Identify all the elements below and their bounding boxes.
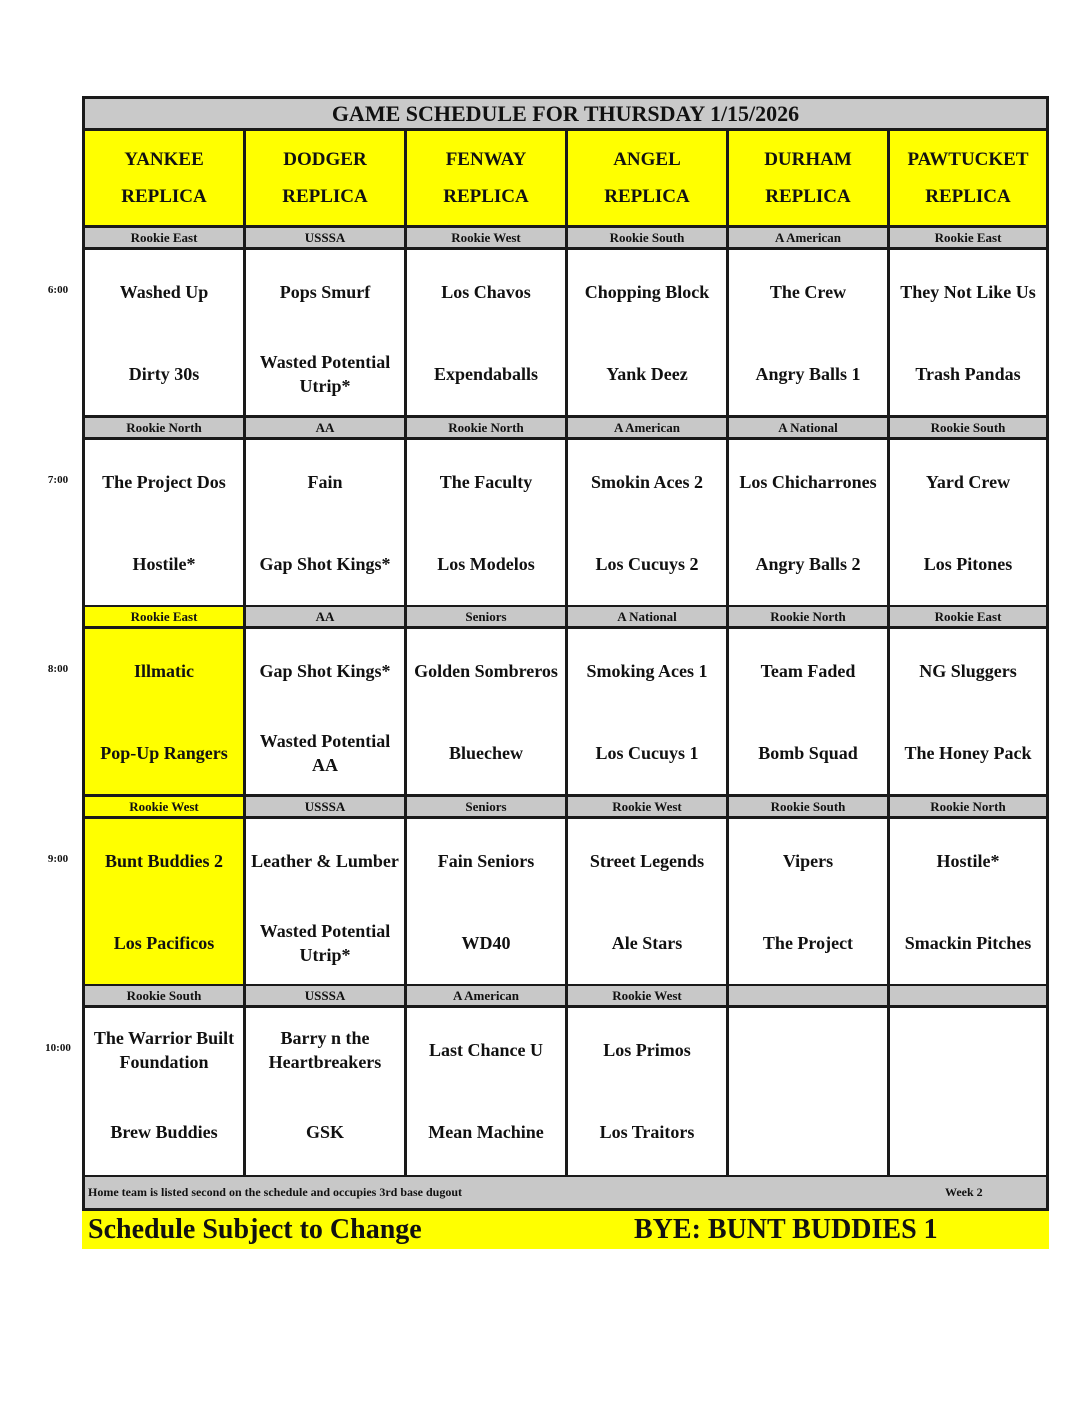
field-header-durham — [729, 131, 890, 228]
home-team: The Honey Pack — [904, 743, 1032, 763]
bye-team: BYE: BUNT BUDDIES 1 — [634, 1214, 938, 1245]
division-label: A American — [729, 228, 890, 250]
home-team: Wasted Potential Utrip* — [259, 352, 391, 396]
division-label: Rookie North — [890, 797, 1046, 819]
away-team: Washed Up — [119, 282, 209, 302]
field-name: FENWAY — [445, 149, 527, 170]
game-cell — [246, 629, 407, 797]
away-team: Vipers — [782, 851, 834, 871]
division-label: Rookie South — [729, 797, 890, 819]
footer-note-row — [85, 1177, 1046, 1208]
home-team: Smackin Pitches — [904, 933, 1032, 953]
game-cell — [85, 250, 246, 418]
game-cell — [729, 819, 890, 987]
field-name: ANGEL — [613, 149, 681, 170]
division-label: Rookie South — [85, 986, 246, 1008]
division-label: A American — [407, 986, 568, 1008]
away-team: Smoking Aces 1 — [586, 661, 708, 681]
home-team: Bluechew — [449, 743, 523, 763]
home-team: Los Modelos — [437, 554, 535, 574]
field-type: REPLICA — [282, 186, 368, 207]
game-cell — [568, 440, 729, 608]
division-label — [890, 986, 1046, 1008]
home-team: The Project — [762, 933, 854, 953]
home-team: Los Cucuys 2 — [595, 554, 699, 574]
home-team: Hostile* — [132, 554, 196, 574]
time-label: 9:00 — [47, 853, 69, 865]
home-team: Los Traitors — [599, 1122, 695, 1142]
away-team — [890, 1008, 1046, 1092]
division-label: Rookie West — [568, 986, 729, 1008]
division-label: AA — [246, 607, 407, 629]
bottom-banner — [82, 1211, 1049, 1249]
home-team — [890, 1092, 1046, 1172]
game-cell — [729, 440, 890, 608]
away-team: Team Faded — [760, 661, 856, 681]
home-team: Brew Buddies — [110, 1122, 218, 1142]
division-label: Rookie South — [568, 228, 729, 250]
schedule-title: GAME SCHEDULE FOR THURSDAY 1/15/2026 — [85, 99, 1046, 131]
away-team: Bunt Buddies 2 — [104, 851, 224, 871]
field-header-dodger — [246, 131, 407, 228]
home-team: Gap Shot Kings* — [259, 554, 391, 574]
schedule-subject-to-change: Schedule Subject to Change — [88, 1214, 422, 1245]
away-team: Golden Sombreros — [414, 661, 558, 681]
field-header-pawtucket — [890, 131, 1046, 228]
home-team: Trash Pandas — [915, 364, 1021, 384]
home-team-note: Home team is listed second on the schedule and occupies 3rd base dugout — [88, 1185, 463, 1199]
division-label: Rookie East — [85, 228, 246, 250]
home-team: Pop-Up Rangers — [100, 743, 228, 763]
division-label: USSSA — [246, 986, 407, 1008]
game-cell — [890, 629, 1046, 797]
away-team: Yard Crew — [925, 472, 1011, 492]
game-cell — [568, 819, 729, 987]
home-team: Angry Balls 1 — [755, 364, 861, 384]
away-team: Los Primos — [603, 1040, 691, 1060]
division-label: Rookie West — [568, 797, 729, 819]
field-name: YANKEE — [124, 149, 204, 170]
away-team: The Project Dos — [102, 472, 226, 492]
away-team: Fain Seniors — [437, 851, 535, 871]
division-label: Rookie South — [890, 418, 1046, 440]
division-label: Rookie North — [407, 418, 568, 440]
away-team: Smokin Aces 2 — [590, 472, 704, 492]
home-team: Mean Machine — [428, 1122, 544, 1142]
division-label: Rookie West — [85, 797, 246, 819]
time-label: 8:00 — [47, 663, 69, 675]
away-team: Hostile* — [936, 851, 1000, 871]
division-label: USSSA — [246, 228, 407, 250]
game-cell — [729, 629, 890, 797]
game-cell — [568, 1008, 729, 1178]
field-type: REPLICA — [121, 186, 207, 207]
field-header-fenway — [407, 131, 568, 228]
division-label — [729, 986, 890, 1008]
home-team: Expendaballs — [433, 364, 539, 384]
field-type: REPLICA — [604, 186, 690, 207]
home-team: Yank Deez — [606, 364, 688, 384]
away-team: Los Chavos — [441, 282, 531, 302]
game-cell — [407, 819, 568, 987]
game-cell — [407, 250, 568, 418]
time-label: 7:00 — [47, 474, 69, 486]
game-cell — [407, 1008, 568, 1178]
division-label: Rookie West — [407, 228, 568, 250]
field-header-angel — [568, 131, 729, 228]
away-team: Chopping Block — [584, 282, 710, 302]
home-team: Ale Stars — [611, 933, 683, 953]
away-team: The Faculty — [439, 472, 533, 492]
division-label: AA — [246, 418, 407, 440]
game-cell — [246, 819, 407, 987]
home-team: Los Pitones — [923, 554, 1013, 574]
home-team: Los Pacificos — [113, 933, 215, 953]
division-label: A American — [568, 418, 729, 440]
field-name: DURHAM — [764, 149, 852, 170]
away-team: Barry n the Heartbreakers — [268, 1028, 382, 1072]
home-team: Los Cucuys 1 — [595, 743, 699, 763]
away-team: Fain — [307, 472, 343, 492]
game-cell — [407, 629, 568, 797]
away-team: NG Sluggers — [919, 661, 1017, 681]
home-team: WD40 — [461, 933, 511, 953]
home-team — [729, 1092, 887, 1172]
game-cell — [85, 819, 246, 987]
home-team: Wasted Potential Utrip* — [259, 921, 391, 965]
away-team: Street Legends — [589, 851, 705, 871]
field-type: REPLICA — [443, 186, 529, 207]
field-name: PAWTUCKET — [907, 149, 1029, 170]
field-name: DODGER — [283, 149, 367, 170]
time-label: 6:00 — [47, 284, 69, 296]
division-label: A National — [729, 418, 890, 440]
game-cell — [729, 250, 890, 418]
division-label: Seniors — [407, 607, 568, 629]
division-label: Rookie North — [85, 418, 246, 440]
division-label: Rookie East — [890, 607, 1046, 629]
away-team: Pops Smurf — [279, 282, 371, 302]
game-cell — [246, 440, 407, 608]
game-cell — [407, 440, 568, 608]
away-team: They Not Like Us — [900, 282, 1036, 302]
division-label: Rookie East — [890, 228, 1046, 250]
game-cell — [729, 1008, 890, 1178]
time-label: 10:00 — [45, 1042, 71, 1054]
game-cell — [890, 250, 1046, 418]
away-team: Last Chance U — [428, 1040, 543, 1060]
field-type: REPLICA — [925, 186, 1011, 207]
division-label: A National — [568, 607, 729, 629]
away-team: Los Chicharrones — [739, 472, 877, 492]
division-label: Seniors — [407, 797, 568, 819]
home-team: Angry Balls 2 — [755, 554, 861, 574]
home-team: Bomb Squad — [758, 743, 858, 763]
division-label: USSSA — [246, 797, 407, 819]
division-label: Rookie East — [85, 607, 246, 629]
game-cell — [890, 440, 1046, 608]
game-cell — [246, 250, 407, 418]
home-team: GSK — [305, 1122, 344, 1142]
away-team: Leather & Lumber — [251, 851, 399, 871]
home-team: Wasted Potential AA — [259, 731, 391, 775]
away-team: Illmatic — [134, 661, 194, 681]
game-cell — [85, 629, 246, 797]
game-cell — [85, 1008, 246, 1178]
game-cell — [890, 819, 1046, 987]
schedule-table — [82, 96, 1049, 1211]
home-team: Dirty 30s — [128, 364, 200, 384]
away-team: The Warrior Built Foundation — [93, 1028, 235, 1072]
week-label: Week 2 — [945, 1185, 983, 1199]
field-type: REPLICA — [765, 186, 851, 207]
game-cell — [246, 1008, 407, 1178]
division-label: Rookie North — [729, 607, 890, 629]
game-cell — [85, 440, 246, 608]
game-cell — [568, 629, 729, 797]
away-team — [729, 1008, 887, 1092]
away-team: Gap Shot Kings* — [259, 661, 391, 681]
game-cell — [890, 1008, 1046, 1178]
away-team: The Crew — [769, 282, 847, 302]
field-header-yankee — [85, 131, 246, 228]
game-cell — [568, 250, 729, 418]
